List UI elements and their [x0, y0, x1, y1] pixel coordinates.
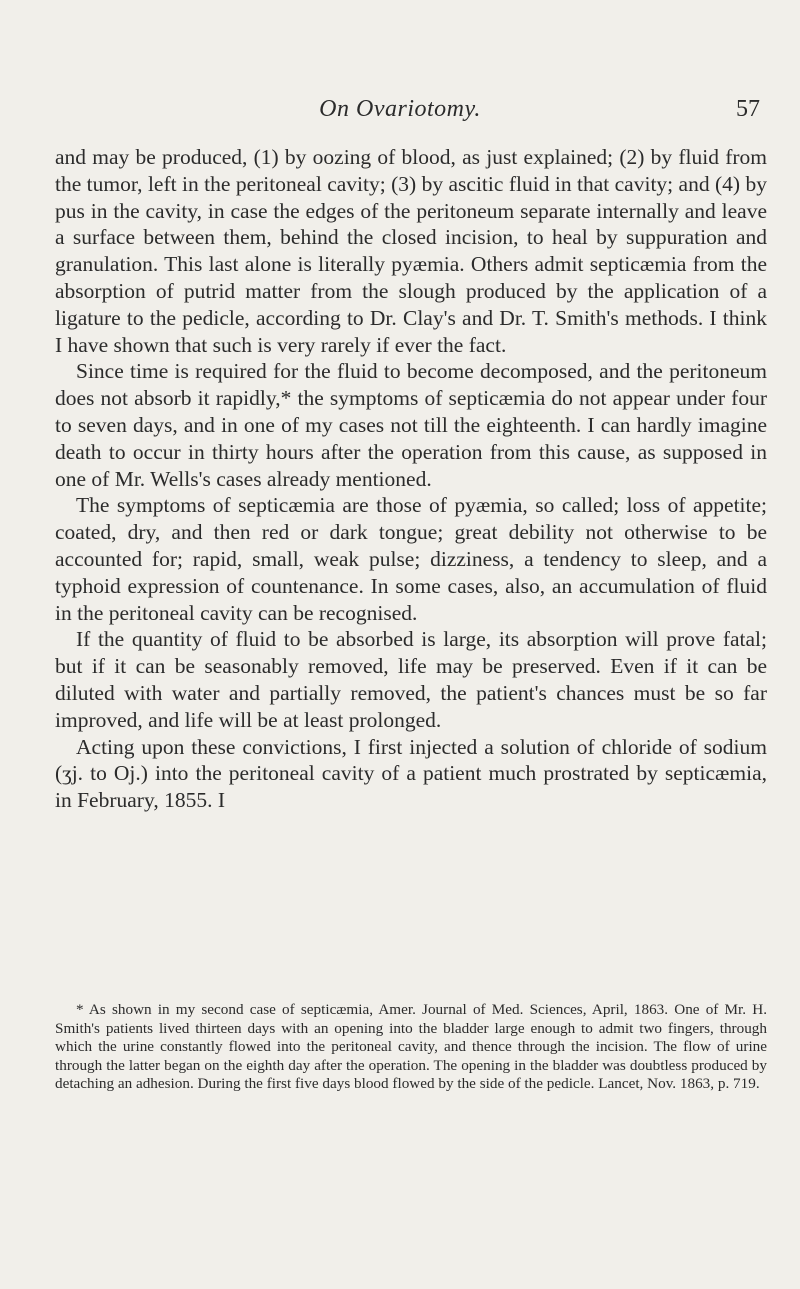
paragraph-symptoms: The symptoms of septicæmia are those of pyæmia, so called; loss of appetite; coated, dry, and then red or dark tongue; great debility not otherwise to be accounted for; rapid, small, weak pulse; dizziness, a tendency to sleep, and a typhoid expression of countenance. In some cases, also, an accumulation of fluid in the peritoneal cavity can be recognised.	[55, 493, 767, 625]
running-title: On Ovariotomy.	[319, 96, 481, 122]
paragraph-injection: Acting upon these convictions, I first injected a solution of chloride of sodium (ʒj. to Oj.) into the peritoneal cavity of a patient much prostrated by septicæmia, in February, 1855. I	[55, 734, 767, 813]
paragraph-decomposition: Since time is required for the fluid to become decomposed, and the peritoneum does not absorb it rapidly,* the symptoms of septicæmia do not appear under four to seven days, and in one of my cases not till the eighteenth. I can hardly imagine death to occur in thirty hours after the operation from this cause, as supposed in one of Mr. Wells's cases already mentioned.	[55, 359, 767, 491]
paragraph-absorption: If the quantity of fluid to be absorbed is large, its absorption will prove fatal; but if it can be seasonably removed, life may be preserved. Even if it can be diluted with water and partially removed, the patient's chances must be so far improved, and life will be at least prolonged.	[55, 627, 767, 732]
page-number: 57	[736, 96, 760, 122]
paragraph-continuation: and may be produced, (1) by oozing of blood, as just explained; (2) by fluid from the tumor, left in the peritoneal cavity; (3) by ascitic fluid in that cavity; and (4) by pus in the cavity, in case the edges of the peritoneum separate internally and leave a surface between them, behind the closed incision, to heal by suppuration and granulation. This last alone is literally pyæmia. Others admit septicæmia from the absorption of putrid matter from the slough produced by the application of a ligature to the pedicle, according to Dr. Clay's and Dr. T. Smith's methods. I think I have shown that such is very rarely if ever the fact.	[55, 145, 767, 357]
footnote-text: * As shown in my second case of septicæmia, Amer. Journal of Med. Sciences, April, 1863. One of Mr. H. Smith's patients lived thirteen days with an opening into the bladder large enough to admit two fingers, through which the urine constantly flowed into the peritoneal cavity, and thence through the incision. The flow of urine through the latter began on the eighth day after the operation. The opening in the bladder was doubtless produced by detaching an adhesion. During the first five days blood flowed by the side of the pedicle. Lancet, Nov. 1863, p. 719.	[55, 1001, 767, 1093]
page-header	[0, 96, 800, 130]
footnote	[55, 1001, 767, 1094]
body-text	[55, 144, 767, 814]
